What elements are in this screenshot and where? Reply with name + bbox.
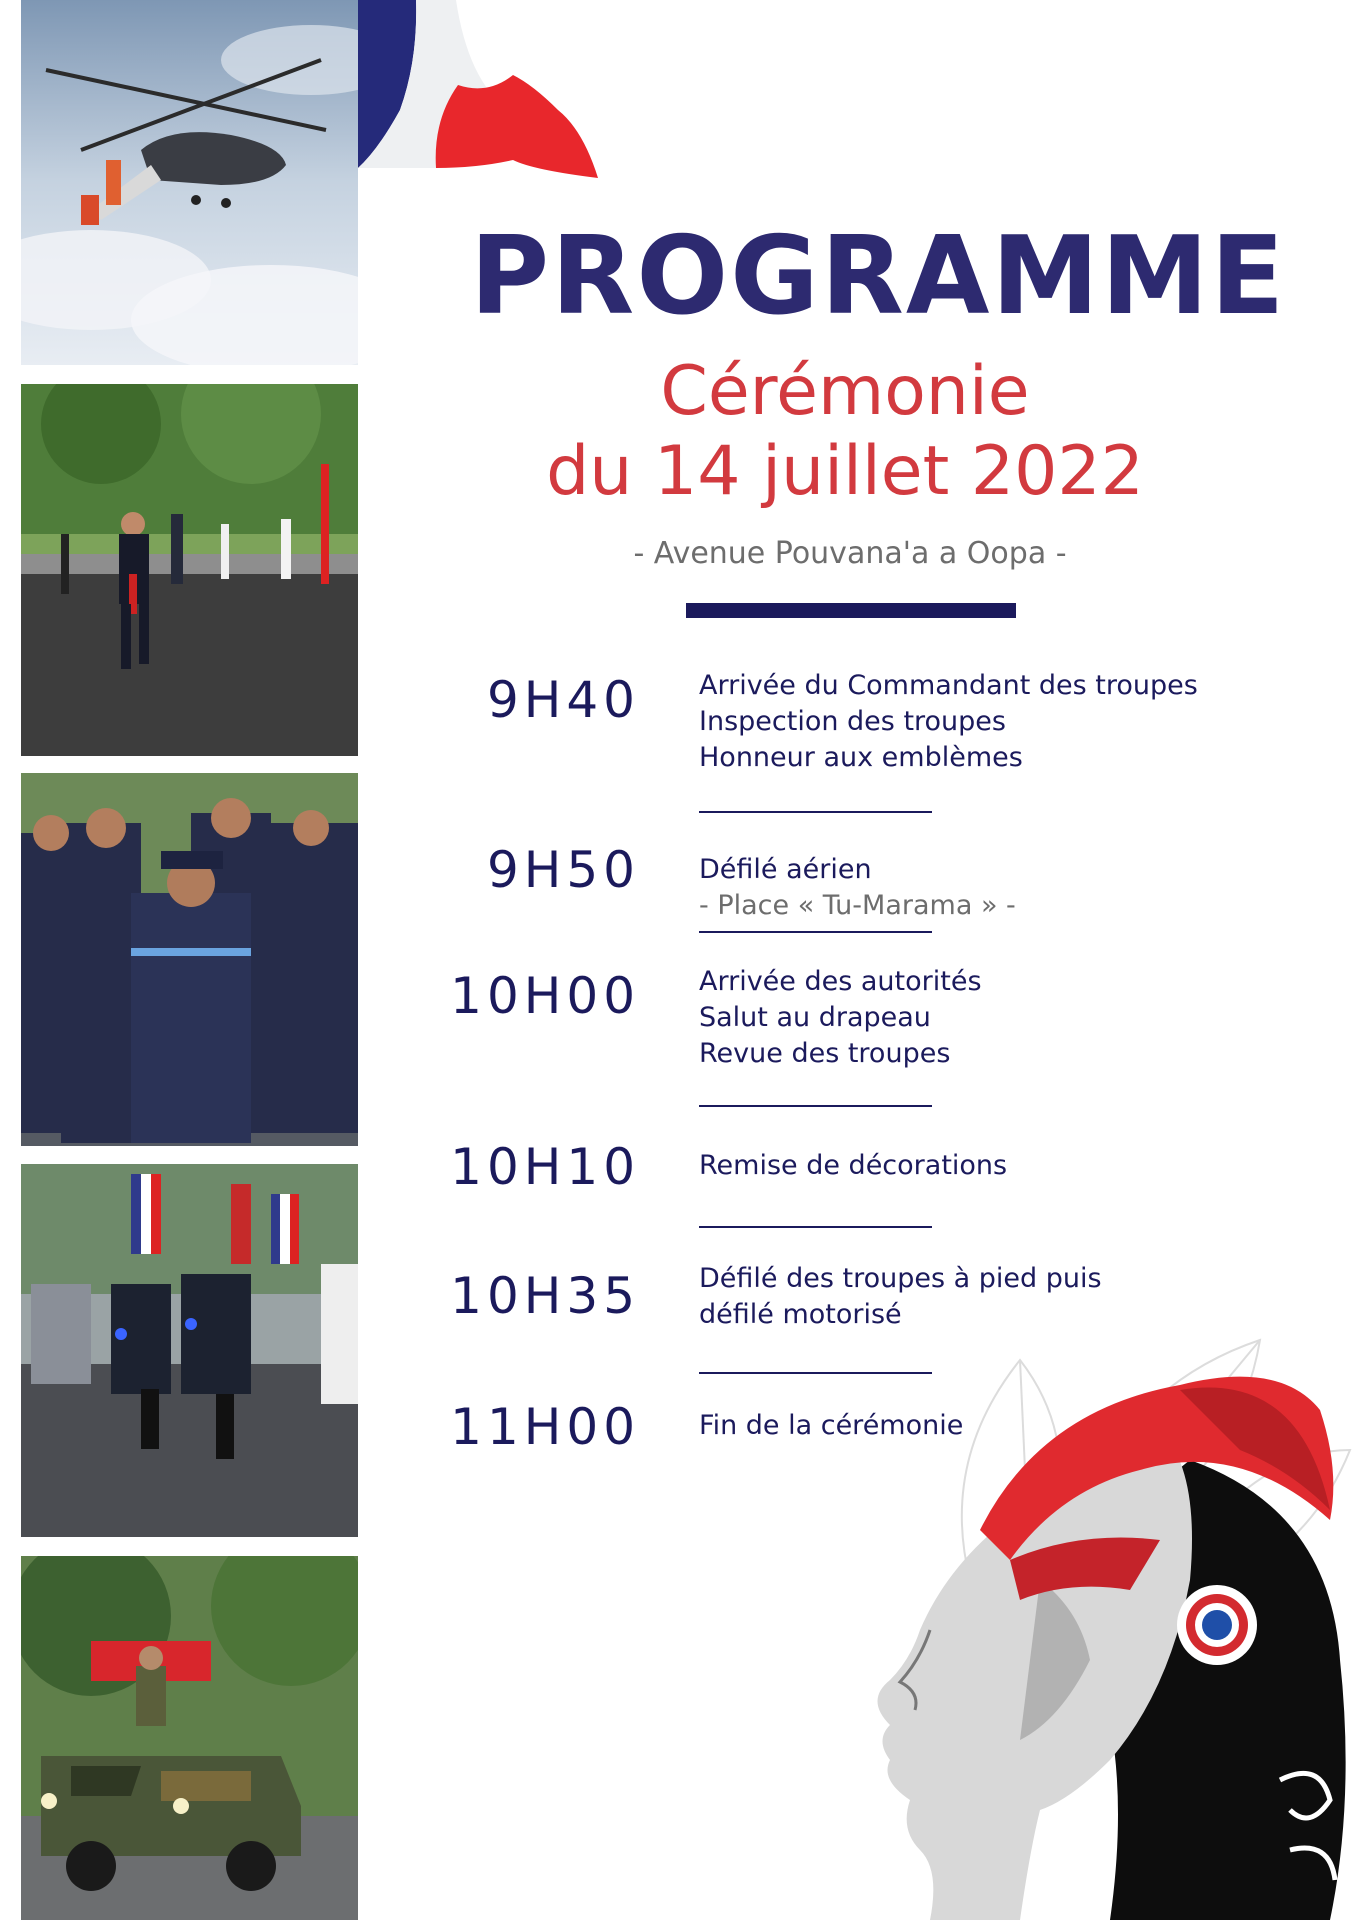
schedule-time: 10H35 xyxy=(450,1267,640,1325)
photo-motorcycles xyxy=(21,1164,358,1537)
schedule-sublocation: - Place « Tu-Marama » - xyxy=(699,890,1016,921)
page-title: PROGRAMME xyxy=(470,214,1287,339)
title-accent-bar xyxy=(686,603,1016,618)
schedule-line: Honneur aux emblèmes xyxy=(699,742,1023,773)
schedule-line: Revue des troupes xyxy=(699,1038,951,1069)
photo-helicopter xyxy=(21,0,358,365)
schedule-divider xyxy=(699,1226,932,1228)
subtitle-ceremony: Cérémonie xyxy=(660,352,1030,431)
schedule-line: Fin de la cérémonie xyxy=(699,1410,964,1441)
schedule-line: défilé motorisé xyxy=(699,1299,902,1330)
schedule-time: 10H10 xyxy=(450,1138,640,1196)
schedule-line: Remise de décorations xyxy=(699,1150,1008,1181)
schedule-item xyxy=(699,964,1239,1072)
schedule-item xyxy=(699,1408,1239,1444)
photo-marching-troops xyxy=(21,773,358,1146)
event-location: - Avenue Pouvana'a a Oopa - xyxy=(633,536,1067,571)
schedule-divider xyxy=(699,931,932,933)
schedule-time: 9H40 xyxy=(486,671,640,729)
schedule-divider xyxy=(699,1105,932,1107)
schedule-item xyxy=(699,1261,1239,1333)
schedule-item xyxy=(699,1148,1239,1184)
photo-military-vehicles xyxy=(21,1556,358,1920)
schedule-line: Défilé aérien xyxy=(699,854,872,885)
schedule-time: 11H00 xyxy=(450,1398,640,1456)
schedule-item xyxy=(699,668,1239,776)
subtitle-date: du 14 juillet 2022 xyxy=(546,432,1144,511)
schedule-line: Arrivée du Commandant des troupes xyxy=(699,670,1198,701)
schedule-divider xyxy=(699,811,932,813)
schedule-line: Arrivée des autorités xyxy=(699,966,982,997)
schedule-line: Inspection des troupes xyxy=(699,706,1006,737)
schedule-line: Salut au drapeau xyxy=(699,1002,931,1033)
schedule-divider xyxy=(699,1372,932,1374)
schedule-line: Défilé des troupes à pied puis xyxy=(699,1263,1102,1294)
photo-parade-officer xyxy=(21,384,358,756)
schedule-time: 9H50 xyxy=(486,841,640,899)
french-flag-graphic xyxy=(358,0,603,185)
schedule-item xyxy=(699,852,1239,924)
schedule-time: 10H00 xyxy=(450,967,640,1025)
